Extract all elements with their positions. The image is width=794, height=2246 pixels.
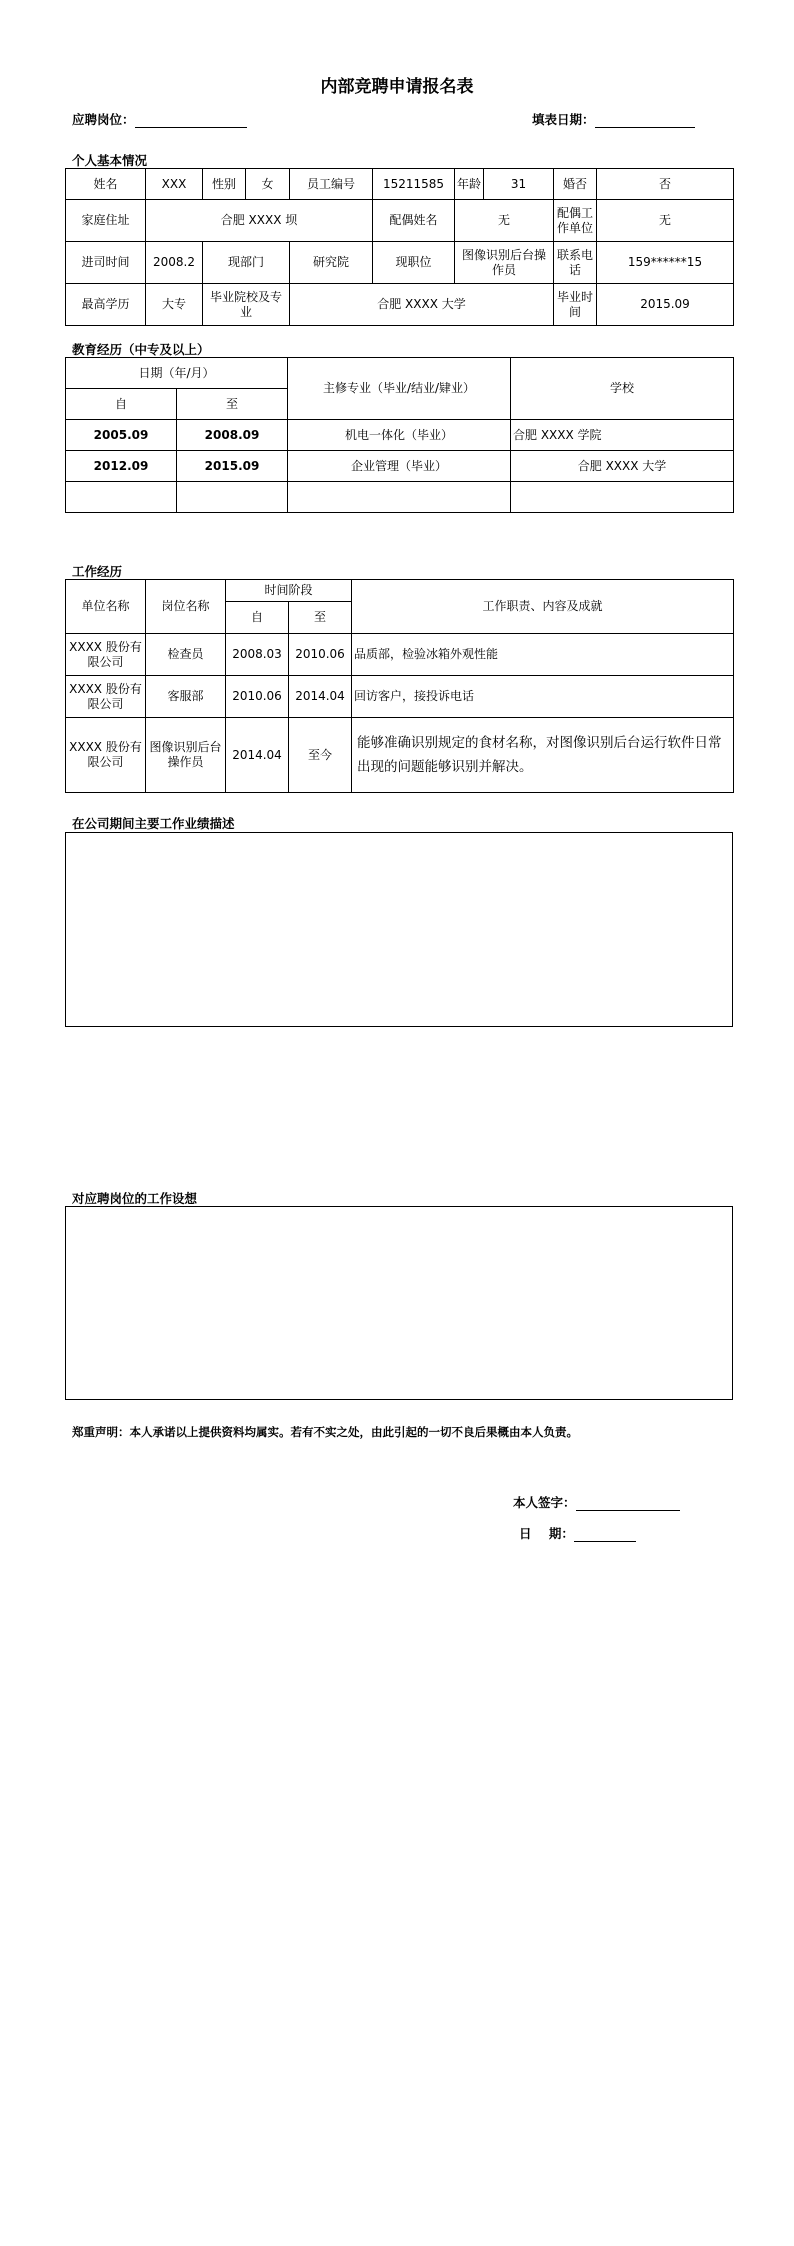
work-post-header: 岗位名称: [146, 580, 226, 634]
edu-to[interactable]: 2015.09: [177, 451, 288, 482]
edu-to-header: 至: [177, 389, 288, 420]
fill-date-label: 填表日期：: [532, 112, 595, 127]
name-value[interactable]: XXX: [146, 169, 203, 200]
form-title: 内部竞聘申请报名表: [320, 77, 474, 97]
spouse-value[interactable]: 无: [455, 200, 554, 242]
work-unit-header: 单位名称: [66, 580, 146, 634]
work-section-title: 工作经历: [72, 564, 123, 579]
school-value[interactable]: 合肥 XXXX 大学: [290, 284, 554, 326]
edu-to[interactable]: [177, 482, 288, 513]
sign-date-field[interactable]: [519, 1524, 636, 1542]
edu-school-header: 学校: [511, 358, 734, 420]
dept-value[interactable]: 研究院: [290, 242, 373, 284]
work-to[interactable]: 2014.04: [289, 676, 352, 718]
join-label: 进司时间: [66, 242, 146, 284]
education-section-title: 教育经历（中专及以上）: [72, 342, 210, 357]
phone-value[interactable]: 159******15: [597, 242, 734, 284]
edu-major[interactable]: [288, 482, 511, 513]
spouse-label: 配偶姓名: [373, 200, 455, 242]
school-label: 毕业院校及专业: [203, 284, 290, 326]
declaration-text: 郑重声明：本人承诺以上提供资料均属实。若有不实之处，由此引起的一切不良后果概由本人负责。: [72, 1425, 578, 1439]
edu-from[interactable]: 2005.09: [66, 420, 177, 451]
table-row: [66, 482, 734, 513]
signature-field[interactable]: [513, 1493, 680, 1511]
age-value[interactable]: 31: [484, 169, 554, 200]
position-label: 应聘岗位：: [72, 112, 135, 127]
work-from-header: 自: [226, 602, 289, 634]
name-label: 姓名: [66, 169, 146, 200]
grad-value[interactable]: 2015.09: [597, 284, 734, 326]
phone-label: 联系电话: [554, 242, 597, 284]
join-value[interactable]: 2008.2: [146, 242, 203, 284]
address-label: 家庭住址: [66, 200, 146, 242]
sign-date-label: 日 期：: [519, 1526, 574, 1541]
work-unit[interactable]: XXXX 股份有限公司: [66, 634, 146, 676]
edu-school[interactable]: [511, 482, 734, 513]
work-duty-header: 工作职责、内容及成就: [352, 580, 734, 634]
work-to[interactable]: 至今: [289, 718, 352, 793]
work-duty[interactable]: 回访客户，接投诉电话: [352, 676, 734, 718]
work-post[interactable]: 检查员: [146, 634, 226, 676]
grad-label: 毕业时间: [554, 284, 597, 326]
table-row: [66, 420, 734, 451]
edu-major[interactable]: 企业管理（毕业）: [288, 451, 511, 482]
empno-label: 员工编号: [290, 169, 373, 200]
edu-major[interactable]: 机电一体化（毕业）: [288, 420, 511, 451]
signature-label: 本人签字：: [513, 1495, 576, 1510]
work-to-header: 至: [289, 602, 352, 634]
table-row: [66, 634, 734, 676]
vision-textarea[interactable]: [65, 1206, 733, 1400]
married-value[interactable]: 否: [597, 169, 734, 200]
edu-school[interactable]: 合肥 XXXX 大学: [511, 451, 734, 482]
table-row: [66, 451, 734, 482]
gender-label: 性别: [203, 169, 246, 200]
married-label: 婚否: [554, 169, 597, 200]
gender-value[interactable]: 女: [246, 169, 290, 200]
spouse-unit-value[interactable]: 无: [597, 200, 734, 242]
basic-section-title: 个人基本情况: [72, 153, 148, 168]
edu-label: 最高学历: [66, 284, 146, 326]
work-from[interactable]: 2008.03: [226, 634, 289, 676]
fill-date-blank[interactable]: [595, 113, 695, 128]
work-period-header: 时间阶段: [226, 580, 352, 602]
edu-to[interactable]: 2008.09: [177, 420, 288, 451]
edu-date-header: 日期（年/月）: [66, 358, 288, 389]
job-value[interactable]: 图像识别后台操作员: [455, 242, 554, 284]
fill-date-field[interactable]: [532, 110, 695, 128]
edu-school[interactable]: 合肥 XXXX 学院: [511, 420, 734, 451]
spouse-unit-label: 配偶工作单位: [554, 200, 597, 242]
achievements-textarea[interactable]: [65, 832, 733, 1027]
job-label: 现职位: [373, 242, 455, 284]
work-from[interactable]: 2010.06: [226, 676, 289, 718]
basic-info-table: [65, 168, 734, 326]
address-value[interactable]: 合肥 XXXX 坝: [146, 200, 373, 242]
vision-section-title: 对应聘岗位的工作设想: [72, 1191, 198, 1206]
work-to[interactable]: 2010.06: [289, 634, 352, 676]
work-from[interactable]: 2014.04: [226, 718, 289, 793]
work-post[interactable]: 图像识别后台操作员: [146, 718, 226, 793]
education-table: [65, 357, 734, 513]
sign-date-blank[interactable]: [574, 1527, 636, 1542]
edu-from[interactable]: [66, 482, 177, 513]
empno-value[interactable]: 15211585: [373, 169, 455, 200]
work-duty[interactable]: 品质部，检验冰箱外观性能: [352, 634, 734, 676]
signature-blank[interactable]: [576, 1496, 680, 1511]
achievements-section-title: 在公司期间主要工作业绩描述: [72, 816, 235, 831]
work-table: [65, 579, 734, 793]
edu-value[interactable]: 大专: [146, 284, 203, 326]
work-duty[interactable]: 能够准确识别规定的食材名称，对图像识别后台运行软件日常出现的问题能够识别并解决。: [352, 718, 734, 793]
edu-from-header: 自: [66, 389, 177, 420]
dept-label: 现部门: [203, 242, 290, 284]
work-post[interactable]: 客服部: [146, 676, 226, 718]
position-blank[interactable]: [135, 113, 247, 128]
work-unit[interactable]: XXXX 股份有限公司: [66, 718, 146, 793]
work-unit[interactable]: XXXX 股份有限公司: [66, 676, 146, 718]
table-row: [66, 718, 734, 793]
position-field[interactable]: [72, 110, 247, 128]
edu-from[interactable]: 2012.09: [66, 451, 177, 482]
edu-major-header: 主修专业（毕业/结业/肄业）: [288, 358, 511, 420]
table-row: [66, 676, 734, 718]
age-label: 年龄: [455, 169, 484, 200]
